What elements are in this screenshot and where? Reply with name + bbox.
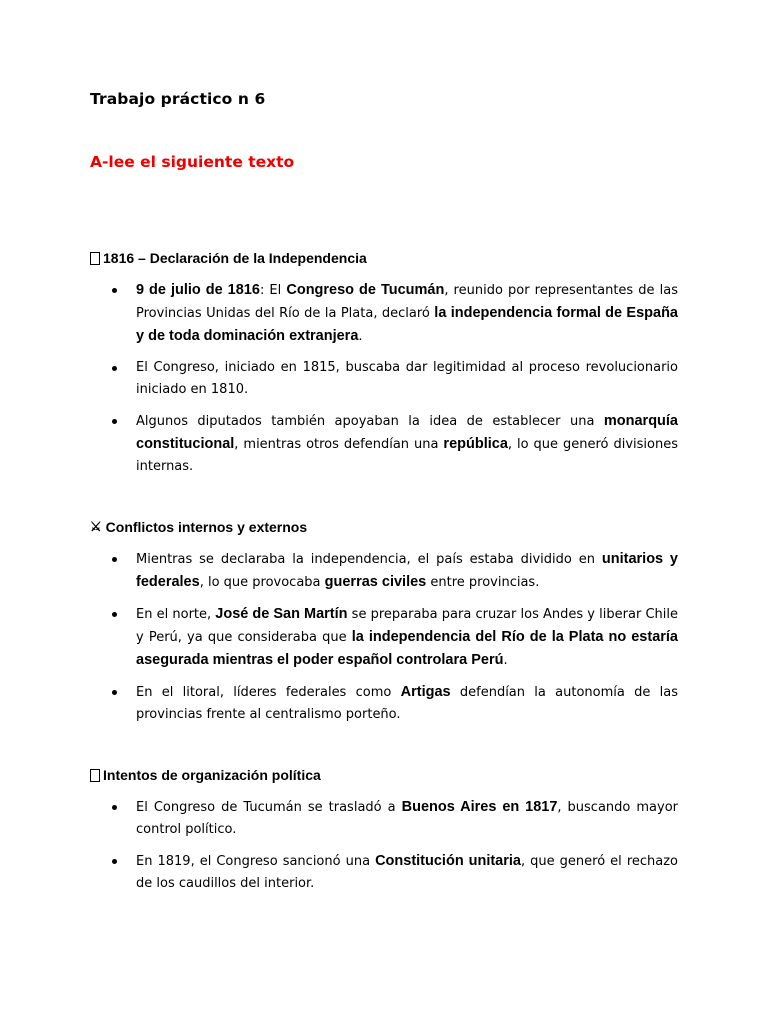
section-heading-text: Intentos de organización política: [103, 767, 321, 783]
bold-text: José de San Martín: [215, 606, 348, 622]
list-item: [90, 410, 678, 478]
square-placeholder-icon: [90, 252, 100, 265]
square-placeholder-icon: [90, 769, 100, 782]
bullet-dot: [112, 288, 117, 293]
body-text: En el norte,: [136, 607, 216, 622]
bullet-dot: [112, 612, 117, 617]
body-text: : El: [259, 283, 287, 298]
document-subtitle: A-lee el siguiente texto: [90, 153, 295, 171]
section-organization: [90, 764, 678, 904]
bullet-dot: [112, 419, 117, 424]
body-text: , buscando mayor control político.: [136, 800, 678, 837]
bold-text: Constitución unitaria: [375, 853, 521, 869]
list-item: [90, 548, 678, 594]
body-text: El Congreso de Tucumán se trasladó a: [136, 800, 402, 815]
body-text: Algunos diputados también apoyaban la idea de establecer una: [136, 414, 604, 429]
body-text: , lo que generó divisiones internas.: [136, 437, 678, 474]
bullet-list: [90, 279, 678, 478]
bold-text: unitarios y federales: [136, 551, 678, 590]
body-text: , que generó el rechazo de los caudillos del interior.: [136, 854, 679, 891]
list-item: [90, 279, 678, 348]
bold-text: Congreso de Tucumán: [286, 282, 445, 298]
section-heading: [90, 516, 678, 538]
list-item: [90, 603, 678, 672]
list-item: [90, 681, 678, 726]
bullet-dot: [112, 557, 117, 562]
bold-text: guerras civiles: [324, 574, 427, 590]
bold-text: 9 de julio de 1816: [136, 282, 260, 298]
body-text: , reunido por representantes de las Provincias Unidas del Río de la Plata, declaró: [136, 283, 678, 321]
bold-text: Artigas: [400, 684, 451, 700]
body-text: En 1819, el Congreso sancionó una: [136, 854, 376, 869]
body-text: .: [503, 653, 508, 668]
bullet-dot: [112, 805, 117, 810]
list-item: [90, 796, 678, 841]
body-text: El Congreso, iniciado en 1815, buscaba dar legitimidad al proceso revolucionario iniciado en 1810.: [136, 360, 678, 397]
bold-text: república: [443, 436, 508, 452]
section-heading: [90, 247, 678, 269]
body-text: , mientras otros defendían una: [234, 437, 444, 452]
body-text: En el litoral, líderes federales como: [136, 685, 401, 700]
bold-text: la independencia formal de España y de toda dominación extranjera: [136, 305, 678, 344]
section-conflicts: [90, 516, 678, 735]
bullet-dot: [112, 690, 117, 695]
document-title: Trabajo práctico n 6: [90, 90, 266, 108]
section-independence: [90, 247, 678, 487]
list-item: [90, 357, 678, 401]
bullet-list: [90, 548, 678, 726]
bold-text: monarquía constitucional: [136, 413, 678, 452]
bullet-list: [90, 796, 678, 895]
bullet-dot: [112, 859, 117, 864]
body-text: defendían la autonomía de las provincias frente al centralismo porteño.: [136, 685, 678, 722]
body-text: se preparaba para cruzar los Andes y liberar Chile y Perú, ya que consideraba que: [136, 607, 678, 645]
bold-text: Buenos Aires en 1817: [401, 799, 558, 815]
section-heading: [90, 764, 678, 786]
body-text: Mientras se declaraba la independencia, el país estaba dividido en: [136, 552, 602, 567]
body-text: entre provincias.: [426, 575, 540, 590]
section-heading-text: Conflictos internos y externos: [105, 519, 308, 535]
body-text: .: [358, 329, 363, 344]
body-text: , lo que provocaba: [199, 575, 325, 590]
list-item: [90, 850, 678, 895]
bullet-dot: [112, 366, 117, 371]
bold-text: la independencia del Río de la Plata no estaría asegurada mientras el poder español controlara Perú: [136, 629, 678, 668]
crossed-swords-icon: ⚔: [90, 519, 102, 534]
section-heading-text: 1816 – Declaración de la Independencia: [103, 250, 367, 266]
